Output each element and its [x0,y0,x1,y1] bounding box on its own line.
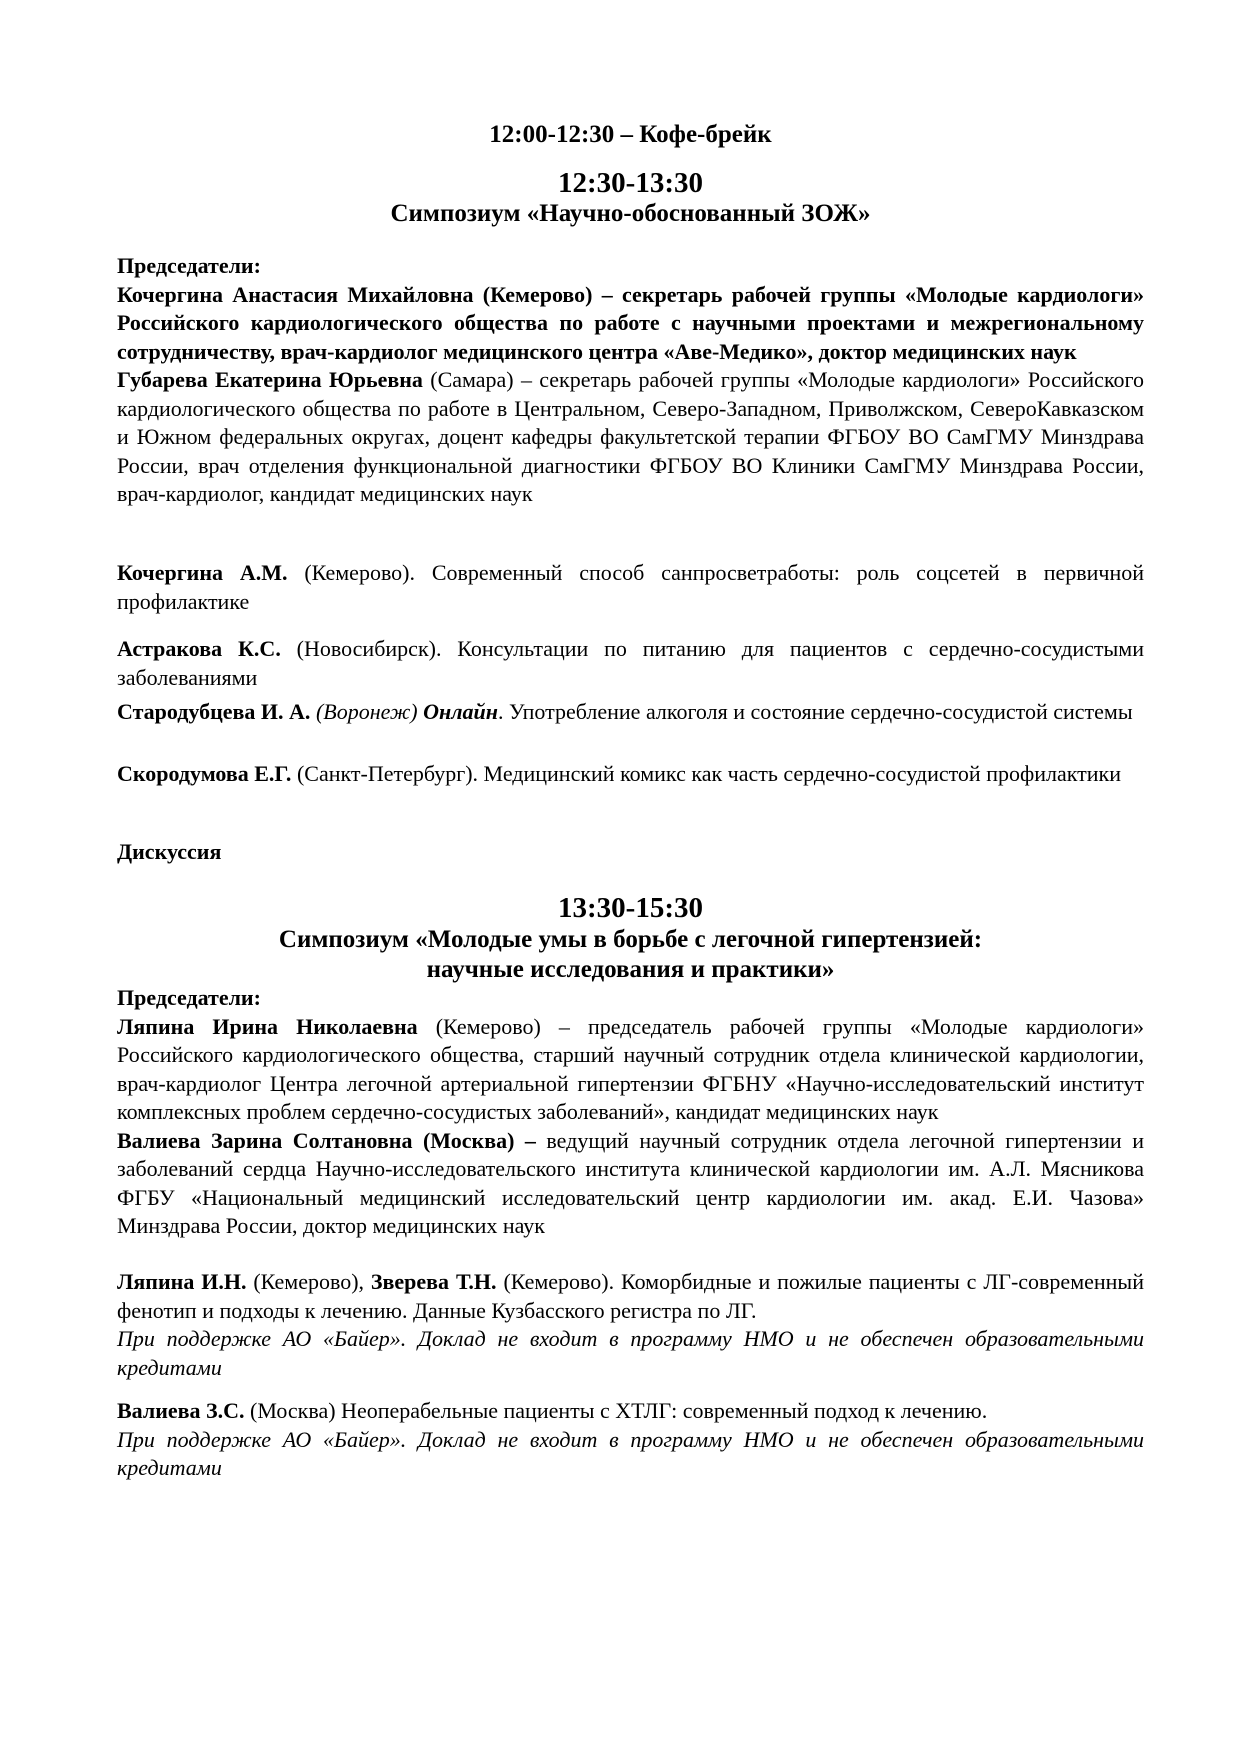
talk-skorodumova [117,760,1144,789]
talk-text: (Кемерово). Коморбидные и пожилые пациенты с ЛГ-современный фенотип и подходы к лечению. Данные Кузбасского регистра по ЛГ. [117,1269,1144,1323]
speaker-name: Ляпина И.Н. [117,1269,247,1294]
speaker-name: Астракова К.С. [117,636,281,661]
chair-description: (Кемерово) – председатель рабочей группы «Молодые кардиологи» Российского кардиологического общества, старший научный сотрудник отдела клинической кардиологии, врач-кардиолог Центра легочной артериальной гипертензии ФГБНУ «Научно-исследовательский институт комплексных проблем сердечно-сосудистых заболеваний», кандидат медицинских наук [117,1013,1144,1124]
online-badge: Онлайн [423,699,498,724]
chairs-label: Председатели: [117,253,261,278]
speaker-name: Кочергина А.М. [117,560,288,585]
speaker-city: (Воронеж) [310,699,424,724]
chair-name: Валиева Зарина Солтановна (Москва) – [117,1127,536,1153]
talk-text: (Новосибирск). Консультации по питанию для пациентов с сердечно-сосудистыми заболеваниями [117,636,1144,690]
speaker-name: Стародубцева И. А. [117,699,311,724]
chair-name: Губарева Екатерина Юрьевна [117,367,423,392]
talk-text: (Санкт-Петербург). Медицинский комикс как часть сердечно-сосудистой профилактики [291,761,1121,786]
sponsor-note: При поддержке АО «Байер». Доклад не входит в программу НМО и не обеспечен образовательными кредитами [117,1426,1144,1480]
talk-lyapina-zvereva [117,1268,1144,1382]
speaker-name: Скородумова Е.Г. [117,761,292,786]
coffee-break-heading: 12:00-12:30 – Кофе-брейк [489,121,772,148]
talk-kochergina [117,559,1144,616]
symposium1-chairs [117,252,1144,509]
chair-valieva [117,1127,1144,1241]
symposium1-title: Симпозиум «Научно-обоснованный ЗОЖ» [390,200,871,227]
chair-name: Ляпина Ирина Николаевна [117,1013,418,1039]
chair-gubareva [117,366,1144,509]
discussion-label: Дискуссия [117,839,222,864]
talk-text: . Употребление алкоголя и состояние сердечно-сосудистой системы [497,699,1133,724]
chair-lyapina [117,1013,1144,1127]
speaker-name-2: Зверева Т.Н. [370,1269,497,1294]
talk-valieva [117,1397,1144,1483]
symposium2-title-line2: научные исследования и практики» [426,956,835,983]
talk-line [117,1397,1144,1426]
talk-text: (Кемерово). Современный способ санпросветработы: роль соцсетей в первичной профилактике [117,560,1144,614]
sponsor-note: При поддержке АО «Байер». Доклад не входит в программу НМО и не обеспечен образовательными кредитами [117,1326,1144,1380]
symposium2-title-line1: Симпозиум «Молодые умы в борьбе с легочной гипертензией: [278,926,983,953]
speaker-city: (Кемерово), [246,1269,371,1294]
chair-description: (Самара) – секретарь рабочей группы «Молодые кардиологи» Российского кардиологического общества по работе в Центральном, Северо-Западном, Приволжском, СевероКавказском и Южном федеральных округах, доцент кафедры факультетской терапии ФГБОУ ВО СамГМУ Минздрава России, врач отделения функциональной диагностики ФГБОУ ВО Клиники СамГМУ Минздрава России, врач-кардиолог, кандидат медицинских наук [117,367,1144,506]
talk-line [117,1268,1144,1325]
talk-astrakova [117,635,1144,692]
chair-kochergina: Кочергина Анастасия Михайловна (Кемерово) – секретарь рабочей группы «Молодые кардиологи» Российского кардиологического общества по работе с научными проектами и межрегиональному сотрудничеству, врач-кардиолог медицинского центра «Аве-Медико», доктор медицинских наук [117,281,1144,364]
talk-text: (Москва) Неоперабельные пациенты с ХТЛГ: современный подход к лечению. [244,1398,988,1423]
symposium2-chairs [117,984,1144,1241]
chairs-label: Председатели: [117,985,261,1010]
symposium1-time: 12:30-13:30 [558,167,703,199]
chair-description: ведущий научный сотрудник отдела легочной гипертензии и заболеваний сердца Научно-исследовательского института клинической кардиологии им. А.Л. Мясникова ФГБУ «Национальный медицинский исследовательский центр кардиологии им. акад. Е.И. Чазова» Минздрава России, доктор медицинских наук [117,1127,1144,1238]
symposium2-time: 13:30-15:30 [558,892,703,924]
speaker-name: Валиева З.С. [117,1398,245,1423]
talk-starodubtseva [117,698,1144,727]
